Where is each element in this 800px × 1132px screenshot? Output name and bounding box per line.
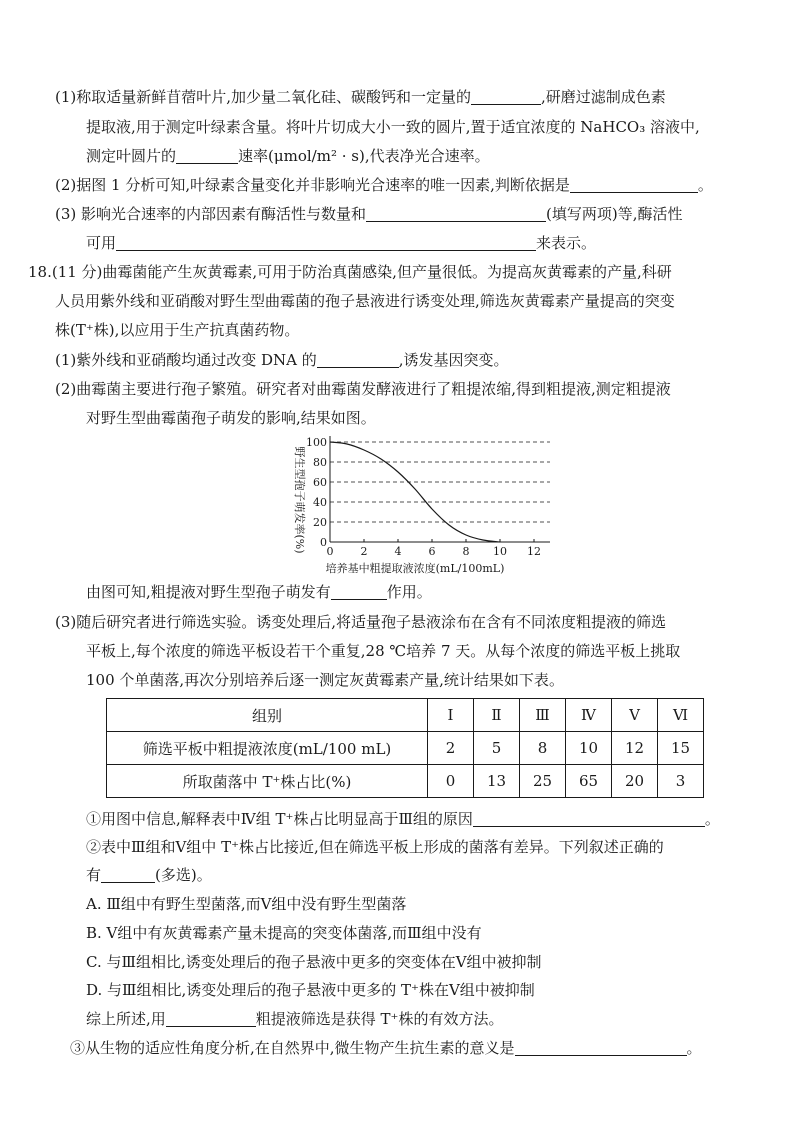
answer-blank[interactable] (101, 866, 155, 883)
table-row-label: 所取菌落中 T⁺株占比(%) (107, 765, 428, 798)
table-header-label: 组别 (107, 699, 428, 732)
option-b: B. Ⅴ组中有灰黄霉素产量未提高的突变体菌落,而Ⅲ组中没有 (86, 924, 482, 942)
x-tick-label: 6 (428, 545, 436, 558)
answer-blank[interactable] (176, 147, 238, 164)
table-cell: 25 (520, 765, 566, 798)
y-tick-label: 20 (313, 516, 327, 529)
table-cell: 3 (658, 765, 704, 798)
table-row (107, 699, 704, 732)
table-group-cell: Ⅱ (474, 699, 520, 732)
table-cell: 10 (566, 732, 612, 765)
x-tick-label: 2 (360, 545, 368, 558)
q18-part3-line2: 平板上,每个浓度的筛选平板设若干个重复,28 ℃培养 7 天。从每个浓度的筛选平板上挑取 (86, 642, 681, 660)
germination-curve (330, 442, 500, 542)
table-cell: 65 (566, 765, 612, 798)
table-cell: 12 (612, 732, 658, 765)
x-tick-label: 12 (527, 545, 541, 558)
q18-part3-line3: 100 个单菌落,再次分别培养后逐一测定灰黄霉素产量,统计结果如下表。 (86, 671, 564, 689)
table-cell: 2 (428, 732, 474, 765)
table-cell: 15 (658, 732, 704, 765)
table-group-cell: Ⅲ (520, 699, 566, 732)
answer-blank[interactable] (473, 810, 705, 827)
answer-blank[interactable] (570, 176, 698, 193)
option-c: C. 与Ⅲ组相比,诱变处理后的孢子悬液中更多的突变体在Ⅴ组中被抑制 (86, 953, 542, 971)
answer-blank[interactable] (116, 234, 536, 251)
q17-part3-line1: (3) 影响光合速率的内部因素有酶活性与数量和 (填写两项)等,酶活性 (55, 205, 683, 223)
table-cell: 13 (474, 765, 520, 798)
q18-summary: 综上所述,用 粗提液筛选是获得 T⁺株的有效方法。 (86, 1010, 504, 1028)
x-tick-label: 4 (394, 545, 402, 558)
y-tick-label: 80 (313, 456, 327, 469)
table-group-cell: Ⅰ (428, 699, 474, 732)
table-group-cell: Ⅵ (658, 699, 704, 732)
x-tick-label: 0 (326, 545, 334, 558)
y-tick-label: 60 (313, 476, 327, 489)
table-cell: 0 (428, 765, 474, 798)
answer-blank[interactable] (317, 351, 399, 368)
answer-blank[interactable] (331, 583, 387, 600)
q18-sub2-line2: 有 (多选)。 (86, 866, 212, 884)
y-tick-label: 0 (320, 536, 327, 549)
table-group-cell: Ⅴ (612, 699, 658, 732)
x-tick-label: 10 (493, 545, 507, 558)
answer-blank[interactable] (366, 205, 546, 222)
table-row-label: 筛选平板中粗提液浓度(mL/100 mL) (107, 732, 428, 765)
q18-part1: (1)紫外线和亚硝酸均通过改变 DNA 的 ,诱发基因突变。 (55, 351, 509, 369)
table-row (107, 765, 704, 798)
q17-part1-line1: (1)称取适量新鲜苜蓿叶片,加少量二氧化硅、碳酸钙和一定量的 ,研磨过滤制成色素 (55, 88, 666, 106)
q18-intro-line2: 人员用紫外线和亚硝酸对野生型曲霉菌的孢子悬液进行诱变处理,筛选灰黄霉素产量提高的突变 (55, 292, 675, 310)
option-d: D. 与Ⅲ组相比,诱变处理后的孢子悬液中更多的 T⁺株在Ⅴ组中被抑制 (86, 981, 535, 999)
q17-part1-line3: 测定叶圆片的 速率(μmol/m² · s),代表净光合速率。 (86, 147, 490, 165)
q18-intro-line1: 18.(11 分)曲霉菌能产生灰黄霉素,可用于防治真菌感染,但产量很低。为提高灰黄霉素的产量,科研 (28, 263, 672, 281)
y-axis-label: 野生型孢子萌发率(%) (293, 446, 306, 554)
x-axis-label: 培养基中粗提取液浓度(mL/100mL) (325, 562, 505, 575)
q17-part1-line2: 提取液,用于测定叶绿素含量。将叶片切成大小一致的圆片,置于适宜浓度的 NaHCO₃ 溶液中, (86, 118, 700, 136)
q17-part3-line2: 可用 来表示。 (86, 234, 597, 252)
q18-sub1: ①用图中信息,解释表中Ⅳ组 T⁺株占比明显高于Ⅲ组的原因 。 (86, 810, 720, 828)
results-table (106, 698, 704, 798)
answer-blank[interactable] (515, 1039, 687, 1056)
table-row (107, 732, 704, 765)
option-a: A. Ⅲ组中有野生型菌落,而Ⅴ组中没有野生型菌落 (86, 895, 407, 913)
q18-sub3: ③从生物的适应性角度分析,在自然界中,微生物产生抗生素的意义是 。 (70, 1039, 702, 1057)
table-cell: 20 (612, 765, 658, 798)
y-tick-label: 100 (306, 436, 327, 449)
table-cell: 5 (474, 732, 520, 765)
q17-part2: (2)据图 1 分析可知,叶绿素含量变化并非影响光合速率的唯一因素,判断依据是 。 (55, 176, 713, 194)
q18-part3-line1: (3)随后研究者进行筛选实验。诱变处理后,将适量孢子悬液涂布在含有不同浓度粗提液的筛选 (55, 613, 667, 631)
q18-part2-line2: 对野生型曲霉菌孢子萌发的影响,结果如图。 (86, 409, 376, 427)
answer-blank[interactable] (166, 1010, 256, 1027)
x-tick-label: 8 (462, 545, 470, 558)
q18-intro-line3: 株(T⁺株),以应用于生产抗真菌药物。 (55, 321, 300, 339)
q18-chart-conclusion: 由图可知,粗提液对野生型孢子萌发有 作用。 (86, 583, 432, 601)
y-tick-label: 40 (313, 496, 327, 509)
q18-sub2-line1: ②表中Ⅲ组和Ⅴ组中 T⁺株占比接近,但在筛选平板上形成的菌落有差异。下列叙述正确的 (86, 838, 664, 856)
table-group-cell: Ⅳ (566, 699, 612, 732)
table-cell: 8 (520, 732, 566, 765)
q18-part2-line1: (2)曲霉菌主要进行孢子繁殖。研究者对曲霉菌发酵液进行了粗提浓缩,得到粗提液,测定粗提液 (55, 380, 671, 398)
answer-blank[interactable] (471, 88, 541, 105)
germination-chart (270, 420, 560, 580)
